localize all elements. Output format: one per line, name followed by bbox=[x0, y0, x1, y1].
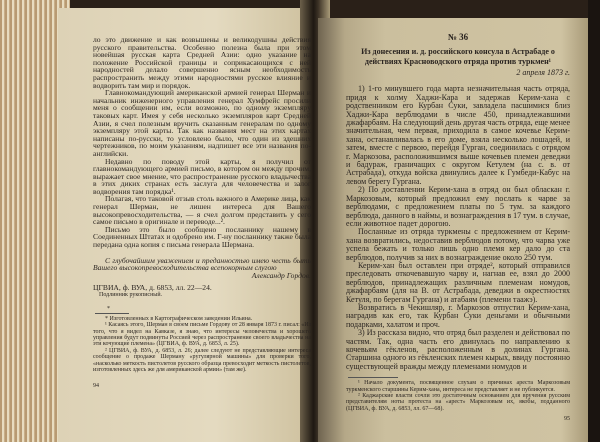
footnote: ¹ Начало документа, посвященное слухам о причинах ареста Маркозовым туркменского старшины Керим-хана, интереса не представляет и не публикуется. bbox=[346, 380, 570, 393]
paragraph: 2) По доставлении Керим-хана в отряд он был обласкан г. Маркозовым, который предложил ему послать к чарве за верблюдами, с предложением платы по 5 тум. за каждого верблюда, данного в наймы, и вознаграждения в 17 тум. в случае, если животное падет дорогою. bbox=[346, 185, 570, 228]
archive-ref: ЦГВИА, ф. ВУА, д. 6853, лл. 22—24. bbox=[93, 283, 212, 293]
footnote: ² ЦГВИА, ф. ВУА, д. 6853, л. 26; далее следуют не представляющие интереса сообщение о продаже Шерману «ругулярной машины» для проверки того, «насколько меткость пистолетов русского образца превосходит меткость пистолетов, изготовленных здесь же для американской армии» (там же). bbox=[93, 347, 311, 374]
background-edge bbox=[588, 0, 600, 442]
right-body bbox=[346, 85, 570, 371]
paragraph: ло это движение и как возвышены и великодушны действия русского правительства. Особенно полезна была при этом новейшая русская карта Средней Азии: одно указание на положение Российской границы и соприкасающихся с ней народностей делало совершенно ясным необходимость распространить между этими народностями русское влияние и водворить там мир и порядок. bbox=[93, 35, 311, 90]
archive-note: Подлинник рукописный. bbox=[99, 292, 163, 298]
document-date: 2 апреля 1873 г. bbox=[516, 68, 570, 77]
paragraph: Письмо это было сообщено посланнику нашему в Соединенных Штатах и одобрено им. Г-ну посланнику также была передана одна копия с письма генерала Шермана. bbox=[93, 224, 311, 250]
paragraph: Керим-хан был оставлен при отряде², который отправился преследовать откочевавшую чарву и, нагнав ее, взял до 2000 верблюдов, принадлежащих различным племенам номудов, джафарбаям (для на В. от Астрабада, деведжи в окрестностях Кетуля, по берегам Гургана) и атабаям (племени таажэ). bbox=[346, 260, 570, 304]
page-number-left: 94 bbox=[93, 383, 99, 390]
footnote-divider bbox=[348, 377, 398, 378]
paragraph: Посланные из отряда туркмены с предложением от Керим-хана возвратились, недоставив верблюдов потому, что чарва уже успела бежать и только лишь одно племя кер дало до ста верблюдов, получив за них в вознаграждение около 250 тум. bbox=[346, 227, 570, 262]
left-body bbox=[93, 36, 311, 249]
left-page-content bbox=[93, 36, 311, 390]
right-footnotes bbox=[346, 380, 570, 412]
paragraph: Возвратись в Чекишляр, г. Маркозов отпустил Керим-хана, наградив как его, так Курбан Суки деньгами и обычными подарками, халатом и проч. bbox=[346, 302, 570, 329]
footnote: ¹ Касаясь этого, Шерман в своем письме Гордову от 28 января 1873 г. писал: «Из того, что я видел на Кавказе, я знаю, что интересы человечества и хорошего управления будут подвинуты Россией через распространение своего владычества на эти кочующие племена» (ЦГВИА, ф. ВУА, д. 6853, л. 25). bbox=[93, 322, 311, 348]
footnote-divider bbox=[95, 313, 129, 314]
closing: С глубочайшим уважением и преданностью имею честь быть Вашего высокопревосходительства всепокорным слугою bbox=[93, 255, 311, 273]
paragraph: Полагая, что таковой отзыв столь важного в Америке лица, как генерал Шерман, не лишен интереса для Вашего высокопревосходительства, — я счел долгом представить у сего самое письмо в оригинале и переводе...². bbox=[93, 194, 311, 227]
paragraph: 3) Из рассказа видно, что отряд был разделен и действовал по частям. Так, одна часть его двинулась по направлению к кочевьям гёкленов, расположенным в долинах Гургана. Старшина одного из гёкленских племен кырых, ввиду постоянно существующей вражды между племенами номудов и bbox=[346, 328, 570, 371]
footnote: * Изготовленных в Картографическом заведении Ильина. bbox=[105, 315, 253, 322]
page-number-right: 95 bbox=[564, 416, 570, 423]
paragraph: Недавно по поводу этой карты, я получил от главнокомандующего армией письмо, в котором он между прочим, выражает свое мнение, что распространение русского владычества в этих диких странах есть заслуга для человечества и залог водворения там порядка¹. bbox=[93, 156, 311, 196]
document-title: Из донесения и. д. российского консула в Астрабаде о действиях Красноводского отряда против туркмен¹ bbox=[361, 47, 555, 66]
left-footnotes bbox=[93, 316, 311, 374]
document-number: № 36 bbox=[447, 32, 469, 42]
right-page-content bbox=[346, 32, 570, 423]
signature: Александр Гордов. bbox=[251, 270, 311, 280]
footnote: ² Каджарские власти сочли это достаточным основанием для вручения русским представителям ноты протеста на «арест» Маркозовым их, якобы, подданного (ЦГВИА, ф. ВУА, д. 6853, лл. 67—68). bbox=[346, 393, 570, 412]
footnote-mark: * bbox=[107, 306, 110, 313]
paragraph: Главнокомандующий американской армией генерал Шерман и начальник инженерного управления генерал Хумфрейс просили меня о сообщении им, если возможно, по одному экземпляру таковых карт. Имея у себя несколько экземпляров карт Средней Азии, я счел полезным вручить сказанным генералам по одному экземпляру этой карты. Так как названия мест на этих картах написаны по-русски, то условлено было, что один из здешних чертежников, по моим указаниям, надпишет все эти названия по-английски. bbox=[93, 88, 311, 158]
paragraph: 1) 1-го минувшего года марта незначительная часть отряда, придя к холму Хаджи-Кара и задержав Керим-хана с родственником его Курбан Суки, завладела пасшимися близ Хаджи-Кара верблюдами в числе 450, принадлежавшими джафарбаям. На следующий день другая часть отряда, еще менее значительная, чем первая, приходила в самое кочевье Керим-хана, останавливалась в его доме, взяла несколько лошадей, и затем, вместе с первою, перейдя Гурган, соединилась с отрядом г. Маркозова, расположившимся выше кочевьев племен деведжи и бадураж, граничащих с округом Кетулем (на с. в. от Астрабада), откуда войска двинулись далее к Гумбеди-Кабус на левом берегу Гургана. bbox=[346, 84, 570, 186]
